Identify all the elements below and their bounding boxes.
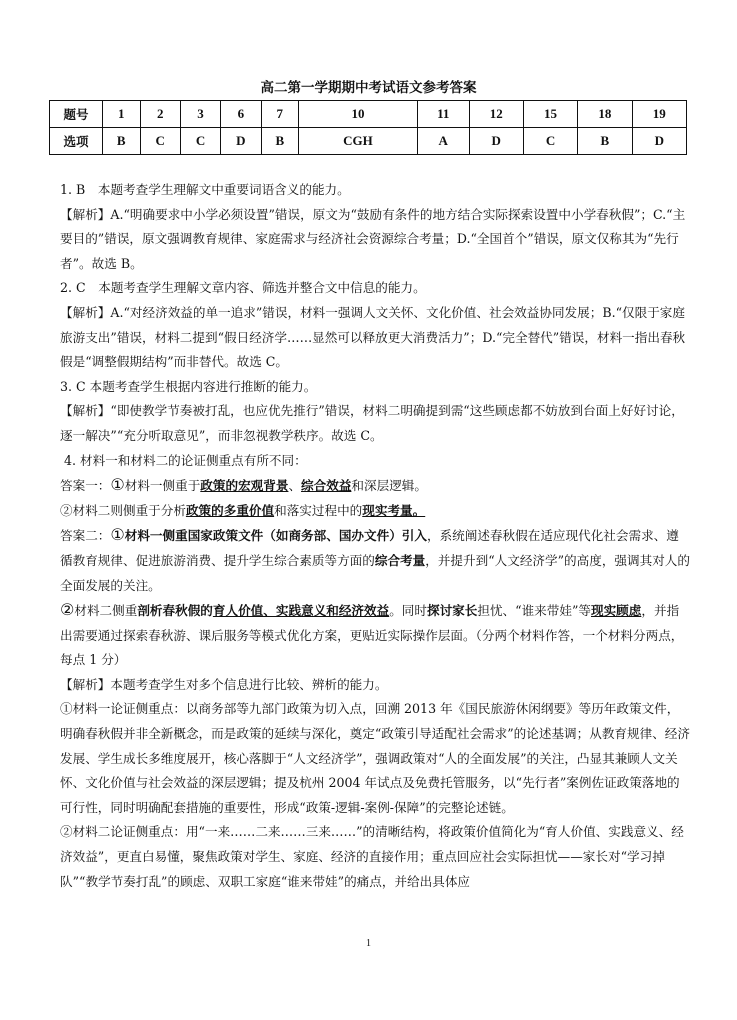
table-cell: 1: [103, 101, 141, 128]
q4-answer2-point2: [60, 598, 690, 673]
keyword: 综合考量: [374, 552, 426, 568]
text: ，并指出需要通过探索春秋游、课后服务等模式优化方案，更贴近实际操作层面。（分两个材料作答，一个材料分两点，每点 1 分）: [60, 603, 684, 668]
keyword: 政策的多重价值: [185, 502, 275, 518]
answer-content: [60, 178, 690, 894]
q4-analysis-head: 【解析】本题考查学生对多个信息进行比较、辨析的能力。: [60, 676, 388, 692]
q4-answer1-point1: [60, 473, 690, 499]
text: 担忧、“谁来带娃”等: [477, 603, 591, 619]
table-cell: A: [417, 128, 469, 155]
answer-table: [49, 100, 687, 155]
q2-analysis: 【解析】A.“对经济效益的单一追求”错误，材料一强调人文关怀、文化价值、社会效益协同发展；B.“仅限于家庭旅游支出”错误，材料二提到“假日经济学……显然可以释放更大消费活力”；D.“完全替代”错误，材料一指出春秋假是“调整假期结构”而非替代。故选 C。: [60, 304, 686, 370]
circled-one: ①: [110, 525, 125, 545]
table-cell: C: [180, 128, 220, 155]
keyword: 剖析春秋假的: [137, 603, 213, 619]
q4-answer1-point2: [60, 499, 690, 524]
text: 材料二侧重: [74, 603, 138, 619]
table-cell: D: [221, 128, 261, 155]
text: 、: [288, 478, 302, 494]
q1-analysis: 【解析】A.“明确要求中小学必须设置”错误，原文为“鼓励有条件的地方结合实际探索设置中小学春秋假”；C.“主要目的”错误，原文强调教育规律、家庭需求与经济社会资源综合考量；D.“全国首个”错误，原文仅称其为“先行者”。故选 B。: [60, 206, 686, 271]
table-cell: 12: [469, 101, 523, 128]
keyword: 材料一侧重国家政策文件（如商务部、国办文件）引入: [124, 528, 427, 544]
table-cell: 19: [632, 101, 686, 128]
circled-two: ②: [60, 600, 75, 620]
table-cell: CGH: [299, 128, 418, 155]
q3-head: 3. C 本题考查学生根据内容进行推断的能力。: [60, 378, 317, 394]
keyword: 现实考量。: [362, 502, 426, 518]
text: 材料一侧重于: [124, 478, 201, 494]
text: 和深层逻辑。: [351, 478, 427, 494]
table-cell: 7: [261, 101, 299, 128]
table-cell: B: [261, 128, 299, 155]
table-cell: 15: [523, 101, 577, 128]
text: 和落实过程中的: [274, 502, 363, 518]
table-cell: 2: [140, 101, 180, 128]
keyword: 综合效益: [301, 478, 352, 494]
circled-one: ①: [110, 475, 125, 495]
table-cell: D: [632, 128, 686, 155]
table-cell: B: [578, 128, 632, 155]
table-row-answers: [50, 128, 687, 155]
table-cell: 18: [578, 101, 632, 128]
table-cell: 11: [417, 101, 469, 128]
table-cell: 6: [221, 101, 261, 128]
page-title: 高二第一学期期中考试语文参考答案: [260, 80, 477, 96]
keyword: 育人价值、实践意义和经济效益: [212, 603, 390, 619]
table-row-questions: [50, 101, 687, 128]
table-cell: C: [140, 128, 180, 155]
table-cell: B: [103, 128, 141, 155]
table-row-label: 题号: [50, 101, 103, 128]
text: 。同时: [389, 603, 427, 619]
text: ②材料二则侧重于分析: [60, 502, 186, 518]
keyword: 探讨家长: [426, 603, 478, 619]
answer1-prefix: 答案一：: [60, 478, 111, 494]
q4-answer2-point1: [60, 523, 690, 598]
q1-head: 1. B 本题考查学生理解文中重要词语含义的能力。: [60, 182, 350, 197]
q4-analysis-p1: ①材料一论证侧重点：以商务部等九部门政策为切入点，回溯 2013 年《国民旅游休闲纲要》等历年政策文件，明确春秋假并非全新概念，而是政策的延续与深化，奠定“政策引导适配社会需求”的论述基调；从教育规律、经济发展、学生成长多维度展开，核心落脚于“人文经济学”，强调政策对“人的全面发展”的关注，凸显其兼顾人文关怀、文化价值与社会效益的深层逻辑；提及杭州 2004 年试点及免费托管服务，以“先行者”案例佐证政策落地的可行性，同时明确配套措施的重要性，形成“政策-逻辑-案例-保障”的完整论述链。: [60, 701, 690, 815]
q4-head: 4. 材料一和材料二的论证侧重点有所不同：: [60, 452, 307, 468]
table-row-label: 选项: [50, 128, 103, 155]
table-cell: 10: [299, 101, 418, 128]
keyword: 现实顾虑: [590, 603, 642, 619]
q3-analysis: 【解析】“即使教学节奏被打乱，也应优先推行”错误，材料二明确提到需“这些顾虑都不妨放到台面上好好讨论，逐一解决”“充分听取意见”，而非忽视教学秩序。故选 C。: [60, 403, 684, 443]
q4-analysis-p2: ②材料二论证侧重点：用“一来……二来……三来……”的清晰结构，将政策价值简化为“育人价值、实践意义、经济效益”，更直白易懂，聚焦政策对学生、家庭、经济的直接作用；重点回应社会实际担忧——家长对“学习掉队”“教学节奏打乱”的顾虑、双职工家庭“谁来带娃”的痛点，并给出具体应: [60, 824, 684, 889]
q2-head: 2. C 本题考查学生理解文章内容、筛选并整合文中信息的能力。: [60, 280, 426, 296]
keyword: 政策的宏观背景: [200, 478, 289, 494]
table-cell: C: [523, 128, 577, 155]
table-cell: D: [469, 128, 523, 155]
answer2-prefix: 答案二：: [60, 528, 111, 544]
text: ，并提升到“人文经济学”的高度，强调其对人的全面发展的关注。: [60, 552, 690, 593]
table-cell: 3: [180, 101, 220, 128]
text: ，系统阐述春秋假在适应现代化社会需求、遵循教育规律、促进旅游消费、提升学生综合素质等方面的: [60, 528, 679, 568]
page-number: 1: [366, 938, 371, 949]
